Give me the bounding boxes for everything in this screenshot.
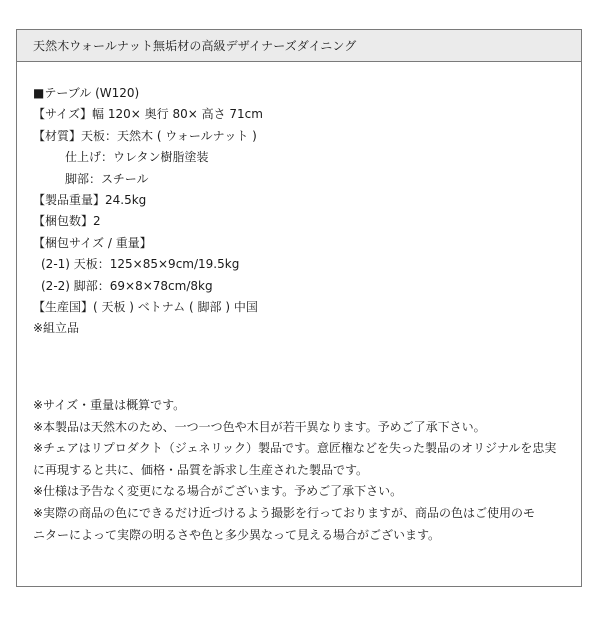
- note-spec-change: ※仕様は予告なく変更になる場合がございます。予めご了承下さい。: [33, 484, 403, 499]
- note-color-1: ※実際の商品の色にできるだけ近づけるよう撮影を行っておりますが、商品の色はご使用のモ: [33, 505, 536, 520]
- spec-item-package-size: 【梱包サイズ / 重量】: [33, 235, 152, 250]
- spec-panel-title: 天然木ウォールナット無垢材の高級デザイナーズダイニング: [33, 39, 357, 53]
- spec-item-package-count: 【梱包数】2: [33, 214, 101, 229]
- spec-item-table-model: ■テーブル (W120): [33, 86, 140, 100]
- note-natural-wood: ※本製品は天然木のため、一つ一つ色や木目が若干異なります。予めご了承下さい。: [33, 419, 486, 434]
- spec-item-finish: 仕上げ：ウレタン樹脂塗装: [65, 150, 209, 165]
- spec-item-assembly: ※組立品: [33, 321, 80, 336]
- note-reproduct-2: に再現すると共に、価格・品質を訴求し生産された製品です。: [33, 462, 369, 477]
- note-approx: ※サイズ・重量は概算です。: [33, 398, 186, 412]
- spec-item-origin: 【生産国】( 天板 ) ベトナム ( 脚部 ) 中国: [33, 300, 258, 315]
- spec-item-package-top: (2-1) 天板：125×85×9cm/19.5kg: [41, 257, 240, 272]
- note-reproduct-1: ※チェアはリプロダクト（ジェネリック）製品です。意匠権などを失った製品のオリジナルを忠実: [33, 441, 557, 456]
- spec-item-size: 【サイズ】幅 120× 奥行 80× 高さ 71cm: [33, 107, 263, 122]
- spec-item-package-legs: (2-2) 脚部：69×8×78cm/8kg: [41, 278, 213, 293]
- spec-list: [33, 83, 571, 340]
- spec-item-weight: 【製品重量】24.5kg: [33, 193, 147, 208]
- spec-panel: [16, 29, 582, 587]
- spec-panel-header: [17, 30, 581, 62]
- note-color-2: ニターによって実際の明るさや色と多少異なって見える場合がございます。: [33, 527, 441, 542]
- notes-list: [33, 395, 571, 546]
- spec-item-material: 【材質】天板：天然木 ( ウォールナット ): [33, 128, 257, 143]
- spec-item-legs: 脚部：スチール: [65, 171, 149, 186]
